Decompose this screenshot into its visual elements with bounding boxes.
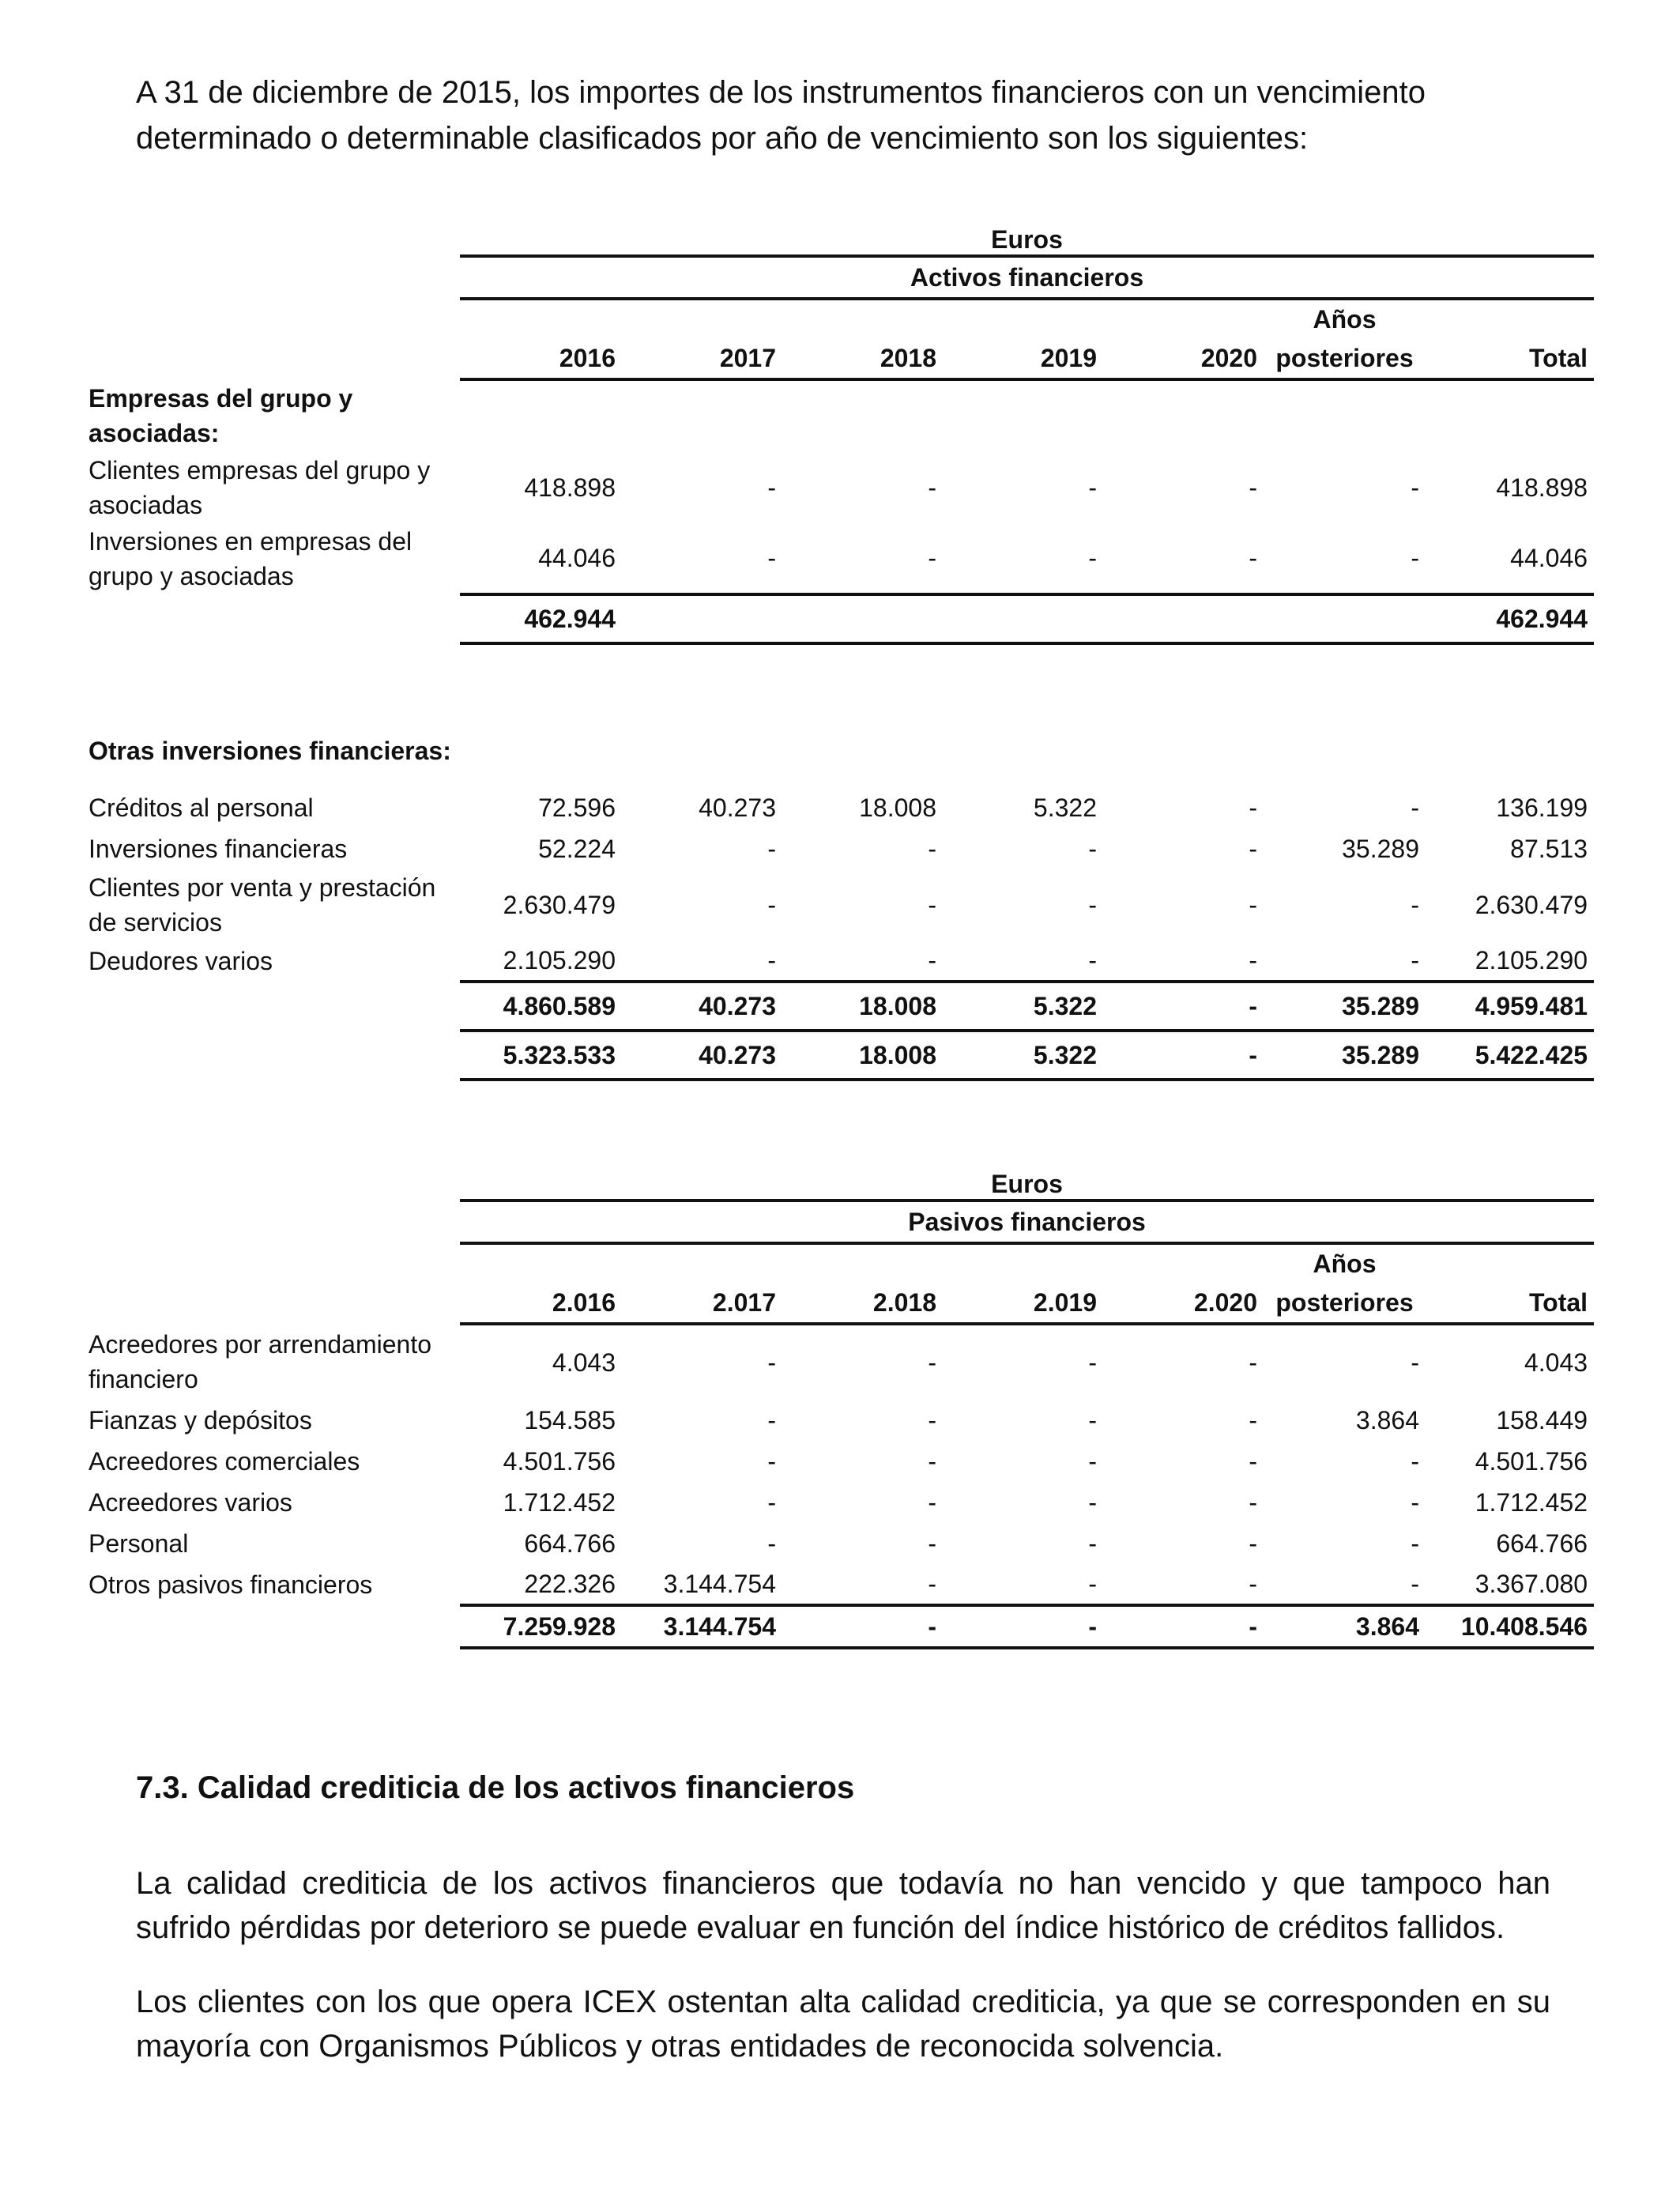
group-header-row [89, 256, 1594, 299]
row-value: - [1249, 473, 1257, 502]
row-value: - [767, 1487, 776, 1517]
row-value: - [928, 890, 936, 919]
row-value: - [767, 1348, 776, 1377]
spacer-cell [943, 379, 1103, 452]
column-header: posteriores [1264, 338, 1426, 379]
spacer-cell [89, 982, 460, 1031]
row-label: Acreedores varios [89, 1488, 292, 1517]
table-row [89, 941, 1594, 982]
column-header: 2017 [622, 338, 782, 379]
spacer-cell [1103, 379, 1264, 452]
column-header-top: Años [1313, 304, 1377, 334]
row-value: - [767, 473, 776, 502]
table-row [89, 1564, 1594, 1605]
table-row [89, 523, 1594, 594]
row-value: - [928, 1405, 936, 1434]
column-header: 2.016 [460, 1283, 622, 1324]
currency-header-row [89, 225, 1594, 256]
total-value: - [1103, 1031, 1264, 1080]
total-value [622, 594, 782, 643]
row-value: - [1249, 543, 1257, 572]
activos-financieros-table [89, 225, 1594, 1081]
row-value: - [928, 945, 936, 974]
row-value: 4.501.756 [1475, 1446, 1588, 1476]
spacer-cell [782, 714, 943, 787]
row-value: 2.630.479 [503, 890, 616, 919]
row-value: - [1411, 945, 1419, 974]
spacer-cell [89, 1243, 460, 1283]
total-value: - [1103, 982, 1264, 1031]
row-value: - [767, 543, 776, 572]
row-value: - [767, 945, 776, 974]
row-value: 52.224 [538, 834, 616, 863]
total-value: 5.422.425 [1426, 1031, 1594, 1080]
row-value: - [1411, 1487, 1419, 1517]
row-value: - [1249, 1487, 1257, 1517]
spacer-cell [1426, 379, 1594, 452]
row-value: - [1088, 1569, 1097, 1598]
total-value: - [1103, 1605, 1264, 1648]
row-label: Acreedores por arrendamiento financiero [89, 1330, 432, 1393]
column-header-row [89, 1283, 1594, 1324]
column-header-top [1426, 1243, 1594, 1283]
column-header-top [782, 1243, 943, 1283]
column-header: 2019 [943, 338, 1103, 379]
row-value: 3.864 [1355, 1405, 1419, 1434]
column-header-top [943, 1243, 1103, 1283]
row-value: 2.630.479 [1475, 890, 1588, 919]
row-value: 44.046 [538, 543, 616, 572]
row-value: 2.105.290 [1475, 945, 1588, 974]
total-value: 35.289 [1264, 982, 1426, 1031]
row-value: - [1411, 473, 1419, 502]
total-value: 40.273 [622, 1031, 782, 1080]
total-value: 5.323.533 [460, 1031, 622, 1080]
column-header: 2.019 [943, 1283, 1103, 1324]
grand-total-row [89, 1031, 1594, 1080]
row-value: - [1249, 793, 1257, 822]
column-header: 2.018 [782, 1283, 943, 1324]
row-value: - [928, 1446, 936, 1476]
row-value: 44.046 [1510, 543, 1588, 572]
spacer-cell [89, 256, 460, 299]
row-label: Otros pasivos financieros [89, 1570, 373, 1599]
row-value: - [1088, 834, 1097, 863]
table-row [89, 869, 1594, 941]
group-title: Pasivos financieros [460, 1201, 1594, 1243]
spacer-cell [89, 299, 460, 338]
total-value [1103, 594, 1264, 643]
row-value: - [767, 890, 776, 919]
row-value: 154.585 [524, 1405, 616, 1434]
total-value: 3.144.754 [622, 1605, 782, 1648]
row-label: Personal [89, 1529, 189, 1558]
column-header: 2.020 [1103, 1283, 1264, 1324]
section-heading-label: Otras inversiones financieras: [89, 737, 451, 765]
row-value: - [1411, 543, 1419, 572]
row-value: - [1249, 1529, 1257, 1558]
currency-label: Euros [460, 225, 1594, 256]
table-row [89, 787, 1594, 828]
section-heading-label: Empresas del grupo y asociadas: [89, 384, 353, 447]
subtotal-row [89, 594, 1594, 643]
spacer-row [89, 643, 1594, 714]
total-value: 462.944 [1426, 594, 1594, 643]
table-row [89, 452, 1594, 523]
row-value: - [928, 1529, 936, 1558]
spacer-cell [89, 1170, 460, 1201]
total-value: 462.944 [460, 594, 622, 643]
column-header-top [1103, 1243, 1264, 1283]
spacer-cell [89, 1605, 460, 1648]
row-value: - [767, 1446, 776, 1476]
row-value: 136.199 [1496, 793, 1588, 822]
total-row [89, 1605, 1594, 1648]
table-row [89, 1523, 1594, 1564]
total-value: 35.289 [1264, 1031, 1426, 1080]
row-value: 4.043 [1524, 1348, 1588, 1377]
row-value: - [1088, 543, 1097, 572]
column-header-top [622, 1243, 782, 1283]
row-label: Inversiones en empresas del grupo y asociadas [89, 527, 412, 590]
column-header-top [782, 299, 943, 338]
row-value: - [767, 834, 776, 863]
row-value: 18.008 [859, 793, 936, 822]
spacer-cell [89, 1201, 460, 1243]
column-header-top [1426, 299, 1594, 338]
row-value: - [1088, 1446, 1097, 1476]
table-row [89, 1400, 1594, 1441]
total-value: 10.408.546 [1426, 1605, 1594, 1648]
spacer-cell [1264, 379, 1426, 452]
row-value: 1.712.452 [503, 1487, 616, 1517]
column-header-top-row [89, 299, 1594, 338]
column-header-top [622, 299, 782, 338]
column-header-top: Años [1313, 1249, 1377, 1278]
row-value: 664.766 [1496, 1529, 1588, 1558]
row-value: 35.289 [1342, 834, 1419, 863]
row-value: 40.273 [699, 793, 776, 822]
row-label: Acreedores comerciales [89, 1447, 360, 1476]
row-value: - [1249, 834, 1257, 863]
column-header: posteriores [1264, 1283, 1426, 1324]
row-value: - [767, 1405, 776, 1434]
column-header-top [1103, 299, 1264, 338]
paragraph: Los clientes con los que opera ICEX ostentan alta calidad crediticia, ya que se corresponden en su mayoría con Organismos Públicos y otras entidades de reconocida solvencia. [136, 1985, 1550, 2064]
spacer-cell [89, 1031, 460, 1080]
row-value: - [928, 834, 936, 863]
group-title: Activos financieros [460, 256, 1594, 299]
spacer-cell [1426, 714, 1594, 787]
column-header: 2018 [782, 338, 943, 379]
spacer-cell [89, 1283, 460, 1324]
row-value: - [928, 473, 936, 502]
total-value: - [782, 1605, 943, 1648]
row-value: 158.449 [1496, 1405, 1588, 1434]
row-label: Créditos al personal [89, 794, 314, 822]
row-value: - [1088, 890, 1097, 919]
row-label: Clientes empresas del grupo y asociadas [89, 456, 431, 519]
row-value: - [1249, 1569, 1257, 1598]
row-value: - [1249, 890, 1257, 919]
spacer-cell [1103, 714, 1264, 787]
row-value: - [1411, 1446, 1419, 1476]
total-value: 3.864 [1264, 1605, 1426, 1648]
total-value [1264, 594, 1426, 643]
section-heading-row [89, 379, 1594, 452]
row-value: 5.322 [1033, 793, 1097, 822]
spacer-cell [89, 594, 460, 643]
column-header: Total [1426, 1283, 1594, 1324]
row-value: - [1411, 1529, 1419, 1558]
table-row [89, 1324, 1594, 1400]
total-value: 5.322 [943, 1031, 1103, 1080]
row-value: 4.043 [552, 1348, 616, 1377]
total-value: - [943, 1605, 1103, 1648]
row-value: - [928, 1487, 936, 1517]
row-value: - [1249, 1405, 1257, 1434]
row-value: - [1411, 1348, 1419, 1377]
total-value: 18.008 [782, 982, 943, 1031]
total-value: 18.008 [782, 1031, 943, 1080]
section-heading-row [89, 714, 1594, 787]
spacer-cell [622, 379, 782, 452]
column-header-top [460, 299, 622, 338]
row-value: - [928, 1348, 936, 1377]
row-value: - [1249, 1446, 1257, 1476]
spacer-cell [89, 338, 460, 379]
total-value: 4.860.589 [460, 982, 622, 1031]
total-value [943, 594, 1103, 643]
row-value: 418.898 [524, 473, 616, 502]
row-value: 87.513 [1510, 834, 1588, 863]
row-value: - [928, 543, 936, 572]
paragraph: La calidad crediticia de los activos financieros que todavía no han vencido y que tampoco han sufrido pérdidas por deterioro se puede evaluar en función del índice histórico de créditos fallidos. [136, 1866, 1550, 1945]
column-header-top [460, 1243, 622, 1283]
row-value: 664.766 [524, 1529, 616, 1558]
column-header: 2016 [460, 338, 622, 379]
row-value: - [1411, 1569, 1419, 1598]
row-value: 4.501.756 [503, 1446, 616, 1476]
row-label: Clientes por venta y prestación de servicios [89, 873, 436, 937]
spacer-cell [89, 643, 1594, 714]
spacer-cell [460, 379, 622, 452]
row-value: - [1088, 945, 1097, 974]
column-header-row [89, 338, 1594, 379]
row-value: - [767, 1529, 776, 1558]
row-value: - [1411, 793, 1419, 822]
column-header: 2020 [1103, 338, 1264, 379]
group-header-row [89, 1201, 1594, 1243]
row-value: - [1249, 945, 1257, 974]
row-value: - [1411, 890, 1419, 919]
row-value: - [1088, 1405, 1097, 1434]
row-value: - [928, 1569, 936, 1598]
spacer-cell [943, 714, 1103, 787]
row-value: - [1088, 1529, 1097, 1558]
row-value: 72.596 [538, 793, 616, 822]
row-value: 2.105.290 [503, 945, 616, 974]
column-header: Total [1426, 338, 1594, 379]
row-value: 3.367.080 [1475, 1569, 1588, 1598]
spacer-cell [460, 714, 622, 787]
spacer-cell [1264, 714, 1426, 787]
section-heading: 7.3. Calidad crediticia de los activos financieros [136, 1770, 855, 1805]
subtotal-row [89, 982, 1594, 1031]
table-row [89, 828, 1594, 869]
spacer-cell [782, 379, 943, 452]
row-value: 3.144.754 [663, 1569, 776, 1598]
row-value: - [1249, 1348, 1257, 1377]
column-header-top-row [89, 1243, 1594, 1283]
table-row [89, 1441, 1594, 1482]
row-value: 1.712.452 [1475, 1487, 1588, 1517]
intro-paragraph: A 31 de diciembre de 2015, los importes de los instrumentos financieros con un vencimiento determinado o determinable clasificados por año de vencimiento son los siguientes: [136, 75, 1426, 156]
pasivos-financieros-table [89, 1170, 1594, 1649]
total-value [782, 594, 943, 643]
currency-label: Euros [460, 1170, 1594, 1201]
table-row [89, 1482, 1594, 1523]
total-value: 4.959.481 [1426, 982, 1594, 1031]
row-value: - [1088, 473, 1097, 502]
row-label: Fianzas y depósitos [89, 1406, 312, 1434]
total-value: 40.273 [622, 982, 782, 1031]
row-value: - [1088, 1487, 1097, 1517]
row-label: Deudores varios [89, 947, 273, 975]
row-label: Inversiones financieras [89, 835, 348, 863]
column-header: 2.017 [622, 1283, 782, 1324]
spacer-cell [89, 225, 460, 256]
row-value: 418.898 [1496, 473, 1588, 502]
column-header-top [943, 299, 1103, 338]
row-value: 222.326 [524, 1569, 616, 1598]
row-value: - [1088, 1348, 1097, 1377]
spacer-cell [622, 714, 782, 787]
currency-header-row [89, 1170, 1594, 1201]
total-value: 7.259.928 [460, 1605, 622, 1648]
total-value: 5.322 [943, 982, 1103, 1031]
